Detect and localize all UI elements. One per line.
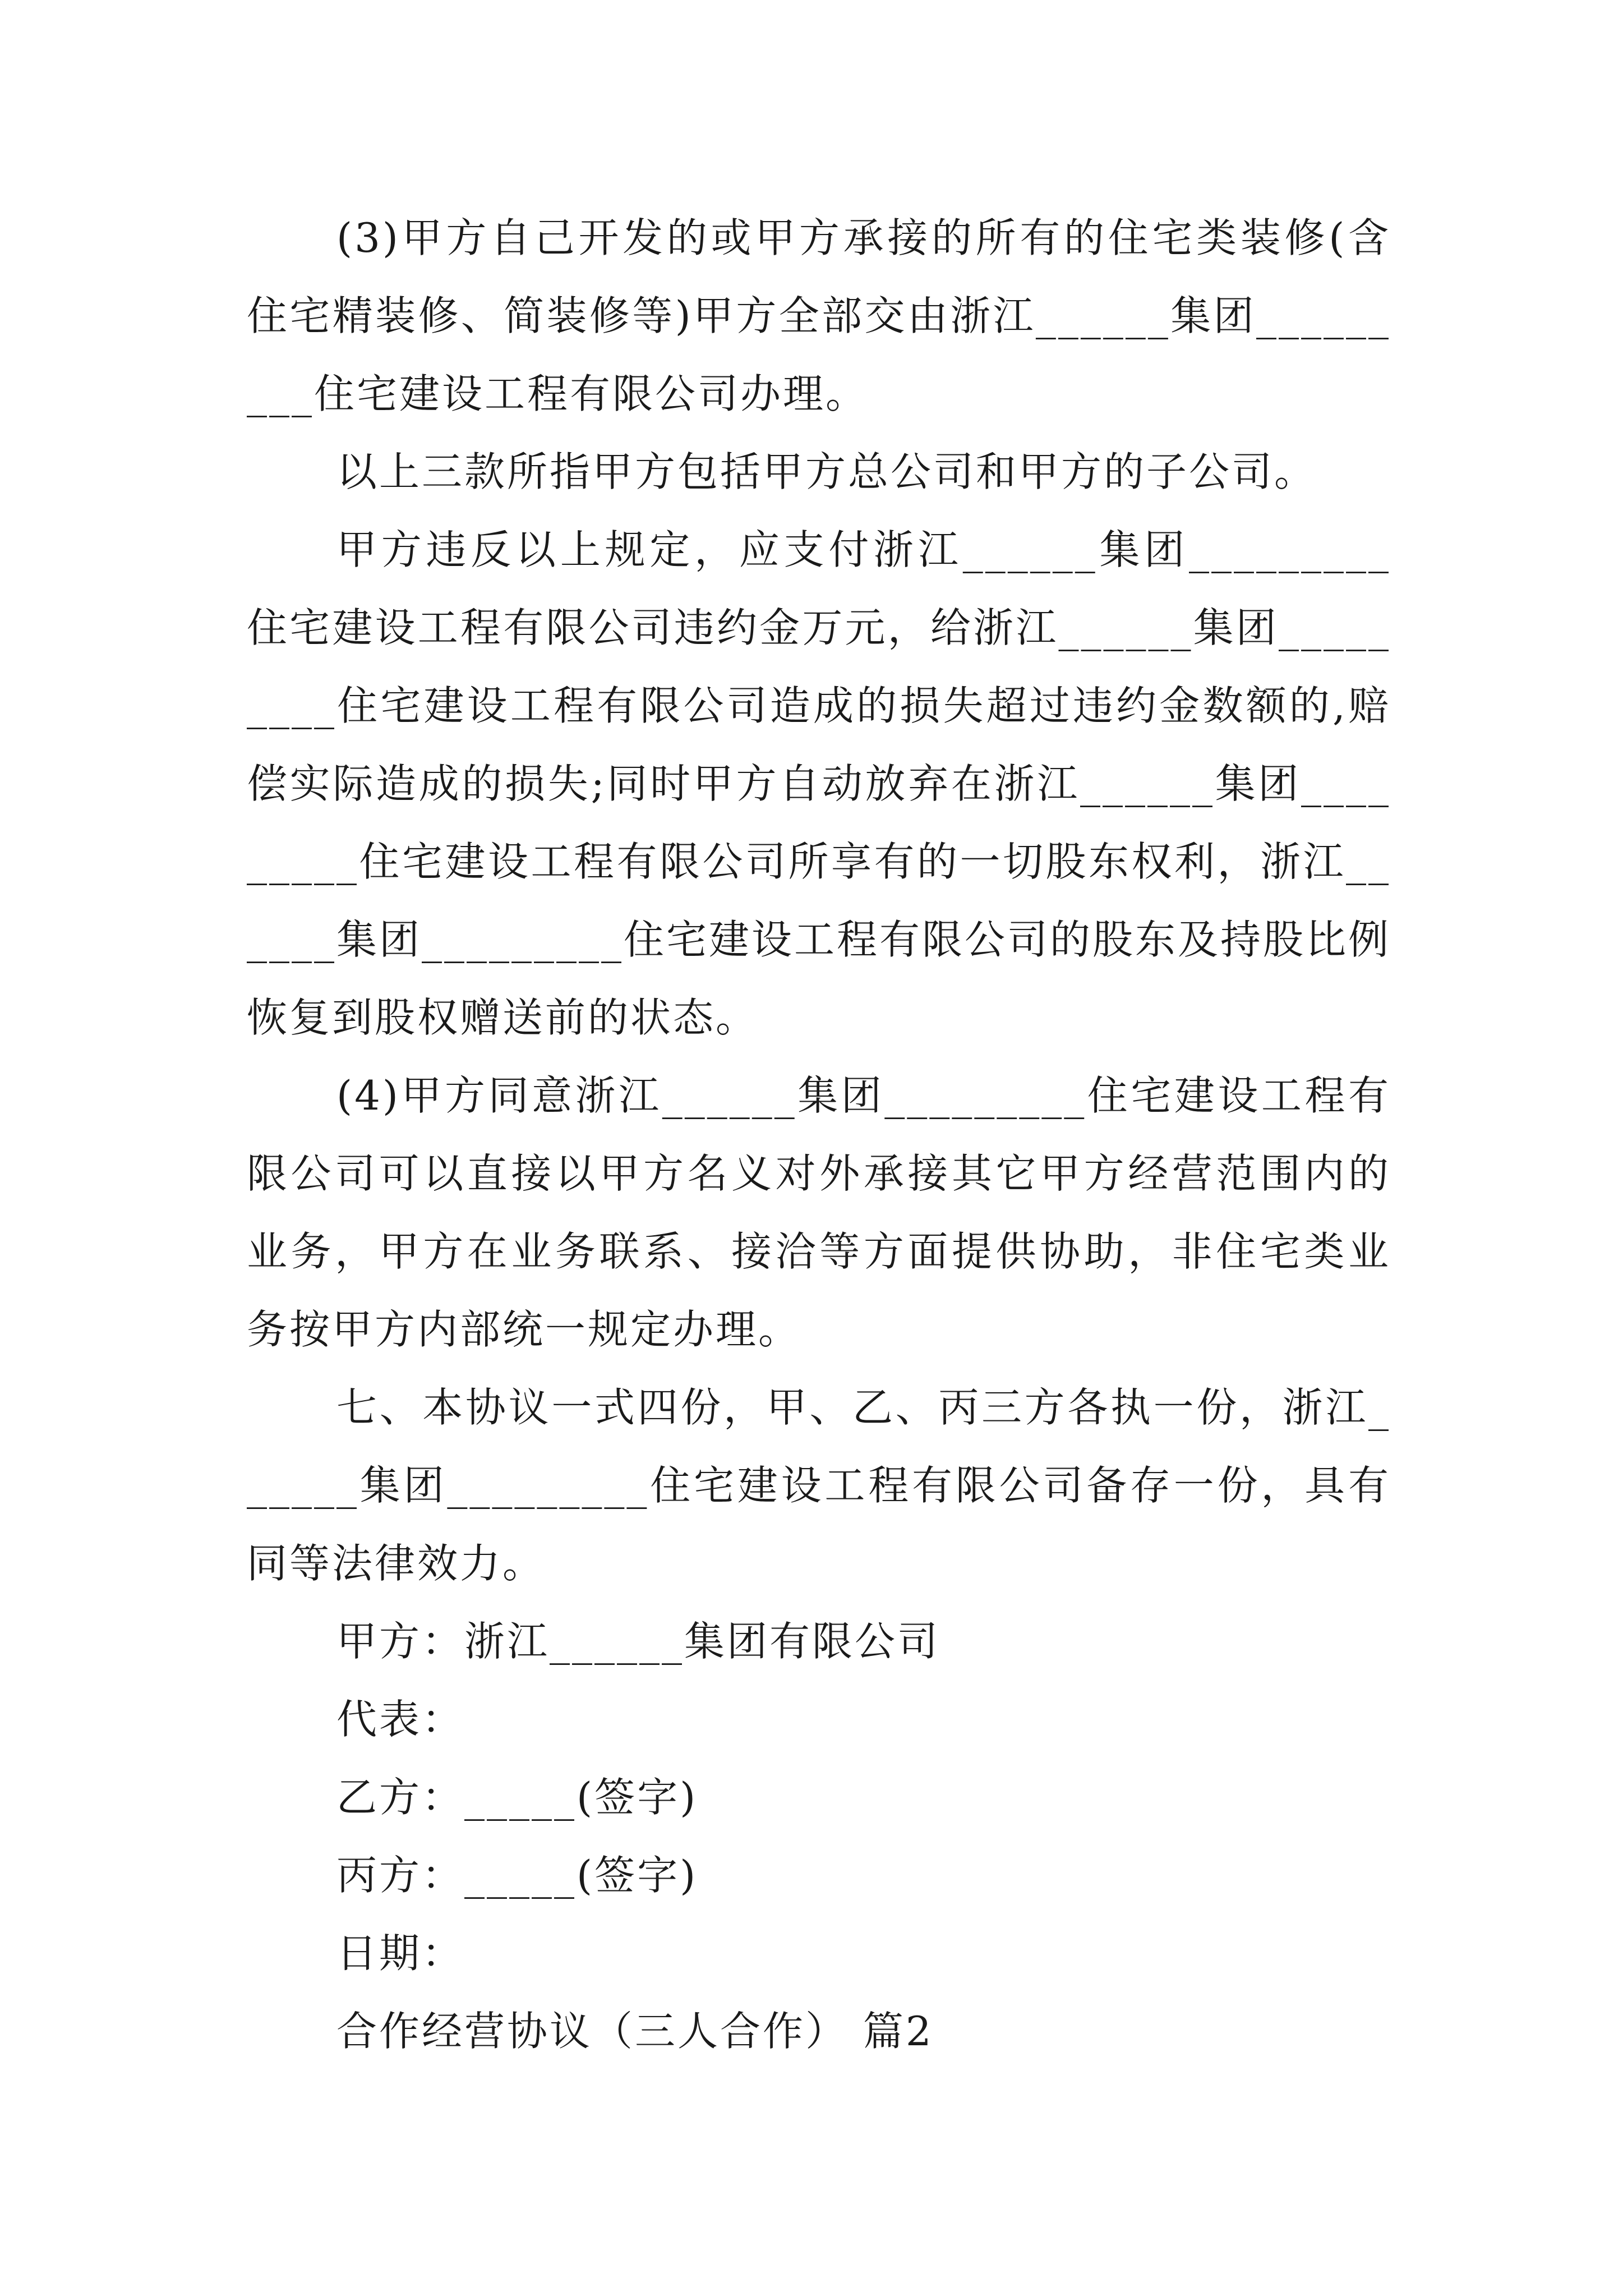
breach-penalty-paragraph: 甲方违反以上规定，应支付浙江______集团_________住宅建设工程有限公司违约金万元，给浙江______集团_________住宅建设工程有限公司造成的损失超过违约金数额的,赔偿实际造成的损失;同时甲方自动放弃在浙江______集团_________住宅建设工程有限公司所享有的一切股东权利，浙江______集团_________住宅建设工程有限公司的股东及持股比例恢复到股权赠送前的状态。	[247, 526, 1391, 1041]
clause-4-paragraph: (4)甲方同意浙江______集团_________住宅建设工程有限公司可以直接以甲方名义对外承接其它甲方经营范围内的业务，甲方在业务联系、接洽等方面提供协助，非住宅类业务按甲方内部统一规定办理。	[247, 1072, 1391, 1353]
party-c-signature-line: 丙方：_____(签字)	[336, 1852, 698, 1899]
party-a-signature-line: 甲方：浙江______集团有限公司	[336, 1618, 940, 1665]
party-b-signature-line: 乙方：_____(签字)	[336, 1774, 698, 1821]
scope-note-paragraph: 以上三款所指甲方包括甲方总公司和甲方的子公司。	[336, 448, 1317, 495]
clause-3-paragraph: (3)甲方自己开发的或甲方承接的所有的住宅类装修(含住宅精装修、简装修等)甲方全部交由浙江______集团_________住宅建设工程有限公司办理。	[247, 214, 1391, 417]
date-line: 日期：	[336, 1930, 465, 1977]
article-7-paragraph: 七、本协议一式四份，甲、乙、丙三方各执一份，浙江______集团_________住宅建设工程有限公司备存一份，具有同等法律效力。	[247, 1384, 1391, 1587]
next-section-title: 合作经营协议（三人合作） 篇2	[336, 2008, 934, 2055]
document-page	[247, 199, 1391, 2070]
representative-line: 代表：	[336, 1696, 465, 1743]
